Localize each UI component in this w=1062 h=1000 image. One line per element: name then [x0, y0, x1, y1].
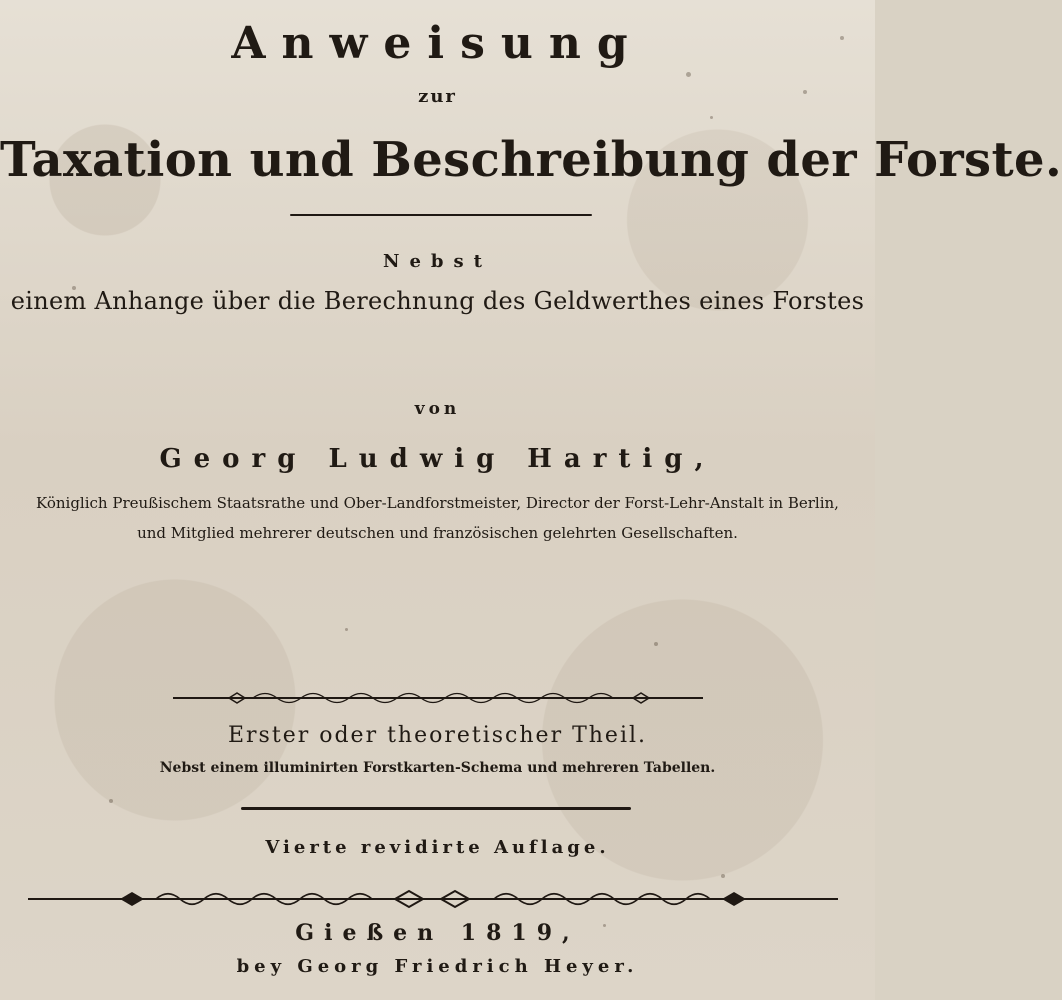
title-connector: zur	[418, 86, 457, 107]
title-rule	[290, 214, 592, 216]
decorative-ornament-bottom	[28, 888, 838, 910]
part-title: Erster oder theoretischer Theil.	[227, 723, 648, 748]
decorative-ornament	[173, 690, 703, 706]
page-title: Anweisung	[231, 18, 644, 69]
author-affiliation-line-1: Königlich Preußischem Staatsrathe und Ober-Landforstmeister, Director der Forst-Lehr-Anstalt in Berlin,	[36, 494, 839, 512]
paper-speck	[686, 72, 691, 77]
appendix-text: einem Anhange über die Berechnung des Geldwerthes eines Forstes	[10, 287, 865, 315]
edition-line: Vierte revidirte Auflage.	[265, 837, 610, 858]
author-name: Georg Ludwig Hartig,	[159, 444, 716, 474]
paper-speck	[345, 628, 348, 631]
part-rule	[241, 807, 631, 810]
part-subtitle: Nebst einem illuminirten Forstkarten-Schema und mehreren Tabellen.	[159, 760, 716, 776]
paper-speck	[654, 642, 658, 646]
author-prefix: von	[414, 399, 461, 419]
paper-speck	[710, 116, 713, 119]
imprint-city-year: Gießen 1819,	[295, 920, 580, 946]
imprint-publisher: bey Georg Friedrich Heyer.	[236, 956, 639, 977]
page-subtitle: Taxation und Beschreibung der Forste.	[0, 132, 1062, 188]
appendix-intro: Nebst	[383, 251, 492, 272]
author-affiliation-line-2: und Mitglied mehrerer deutschen und französischen gelehrten Gesellschaften.	[137, 524, 738, 542]
paper-speck	[109, 799, 113, 803]
paper-speck	[721, 874, 725, 878]
